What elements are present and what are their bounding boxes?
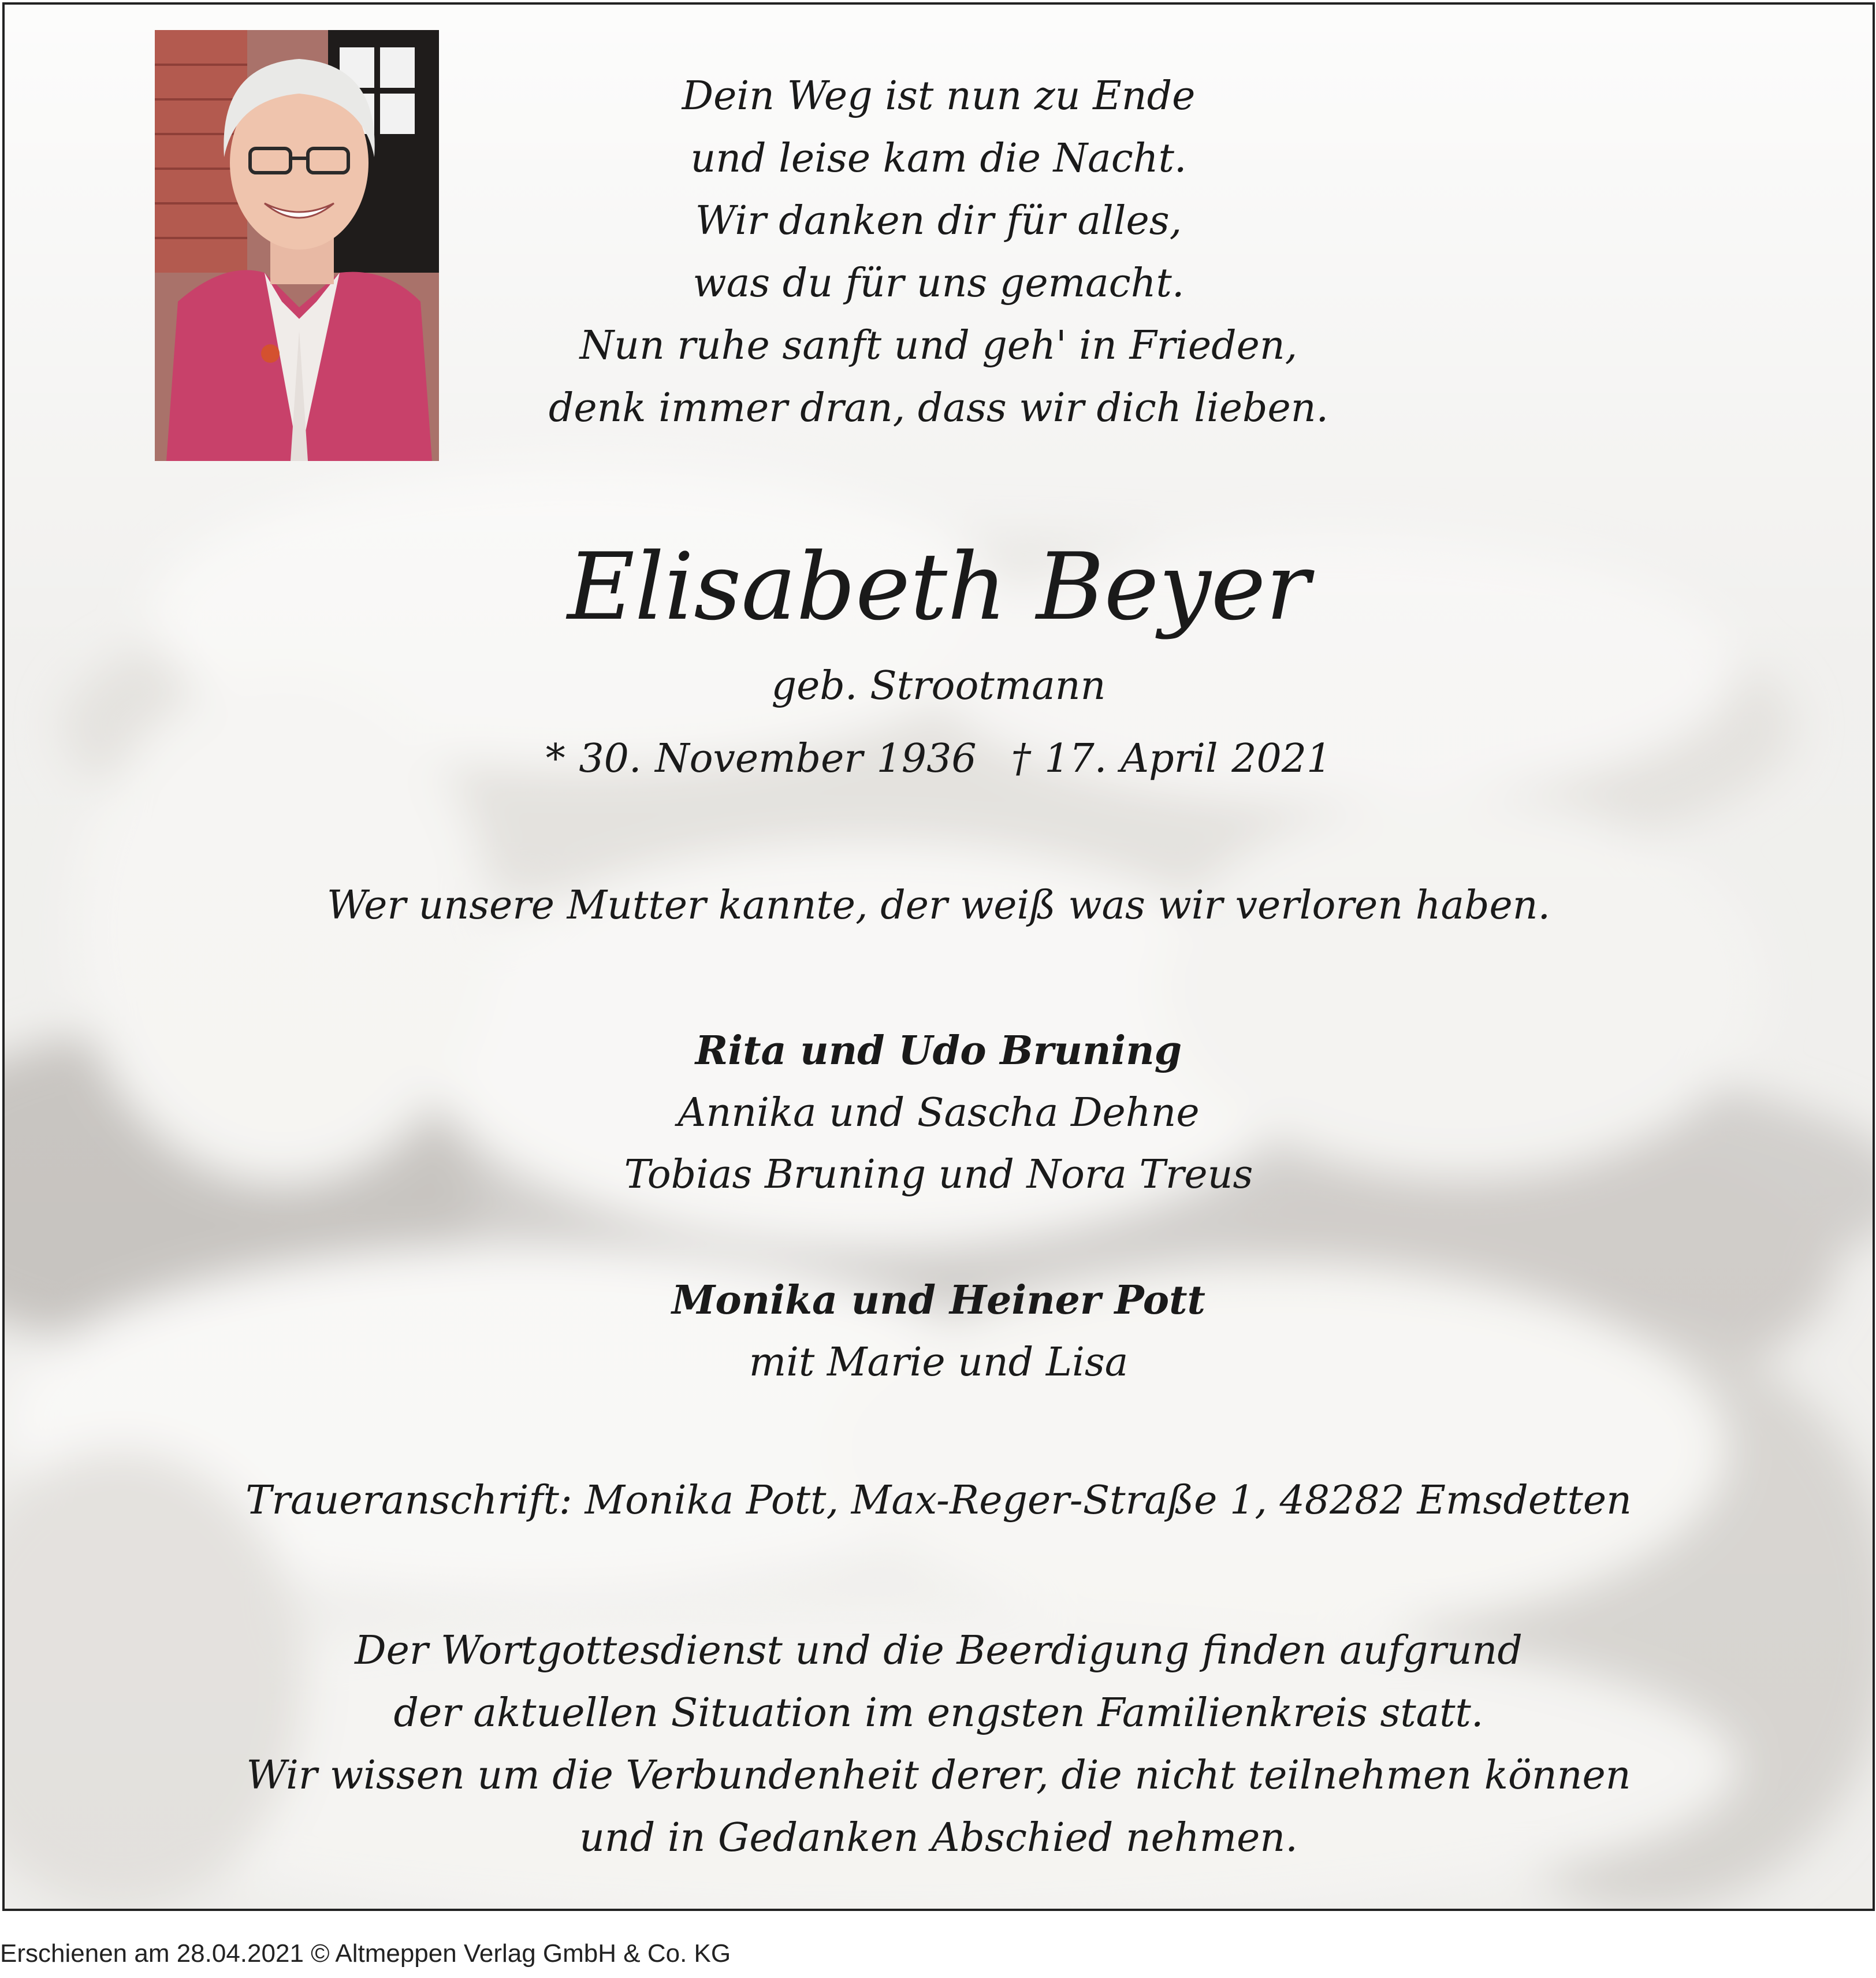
funeral-notice [5,1620,1873,1869]
life-dates [5,730,1873,788]
notice-line: und in Gedanken Abschied nehmen. [579,1815,1298,1861]
birth-name: geb. Strootmann [771,663,1106,709]
poem [5,65,1873,440]
poem-line: Wir danken dir für alles, [695,198,1182,244]
mourner-group [5,1270,1873,1393]
poem-line: und leise kam die Nacht. [690,136,1187,181]
deceased-name: Elisabeth Beyer [567,533,1310,641]
birth-date: * 30. November 1936 [545,736,977,782]
mourner-line: Tobias Bruning und Nora Treus [624,1152,1253,1198]
mourner-group [5,1020,1873,1206]
obituary-card [2,2,1875,1911]
mourning-address: Traueranschrift: Monika Pott, Max-Reger-Straße 1, 48282 Emsdetten [245,1478,1632,1523]
poem-line: Dein Weg ist nun zu Ende [682,73,1196,119]
poem-line: denk immer dran, dass wir dich lieben. [548,385,1329,431]
death-date: † 17. April 2021 [1011,736,1332,782]
mourner-group-head: Rita und Udo Bruning [695,1028,1182,1074]
mourner-group-head: Monika und Heiner Pott [672,1277,1205,1323]
poem-line: was du für uns gemacht. [693,261,1185,306]
notice-line: Wir wissen um die Verbundenheit derer, die nicht teilnehmen können [246,1753,1631,1798]
mourner-line: Annika und Sascha Dehne [678,1090,1200,1136]
mourner-line: mit Marie und Lisa [749,1340,1129,1385]
poem-line: Nun ruhe sanft und geh' in Frieden, [579,323,1298,369]
publication-footer: Erschienen am 28.04.2021 © Altmeppen Verlag GmbH & Co. KG [0,1939,731,1968]
notice-line: der aktuellen Situation im engsten Familienkreis statt. [393,1690,1484,1736]
notice-line: Der Wortgottesdienst und die Beerdigung finden aufgrund [355,1628,1523,1674]
memorial-quote: Wer unsere Mutter kannte, der weiß was wir verloren haben. [326,883,1551,928]
